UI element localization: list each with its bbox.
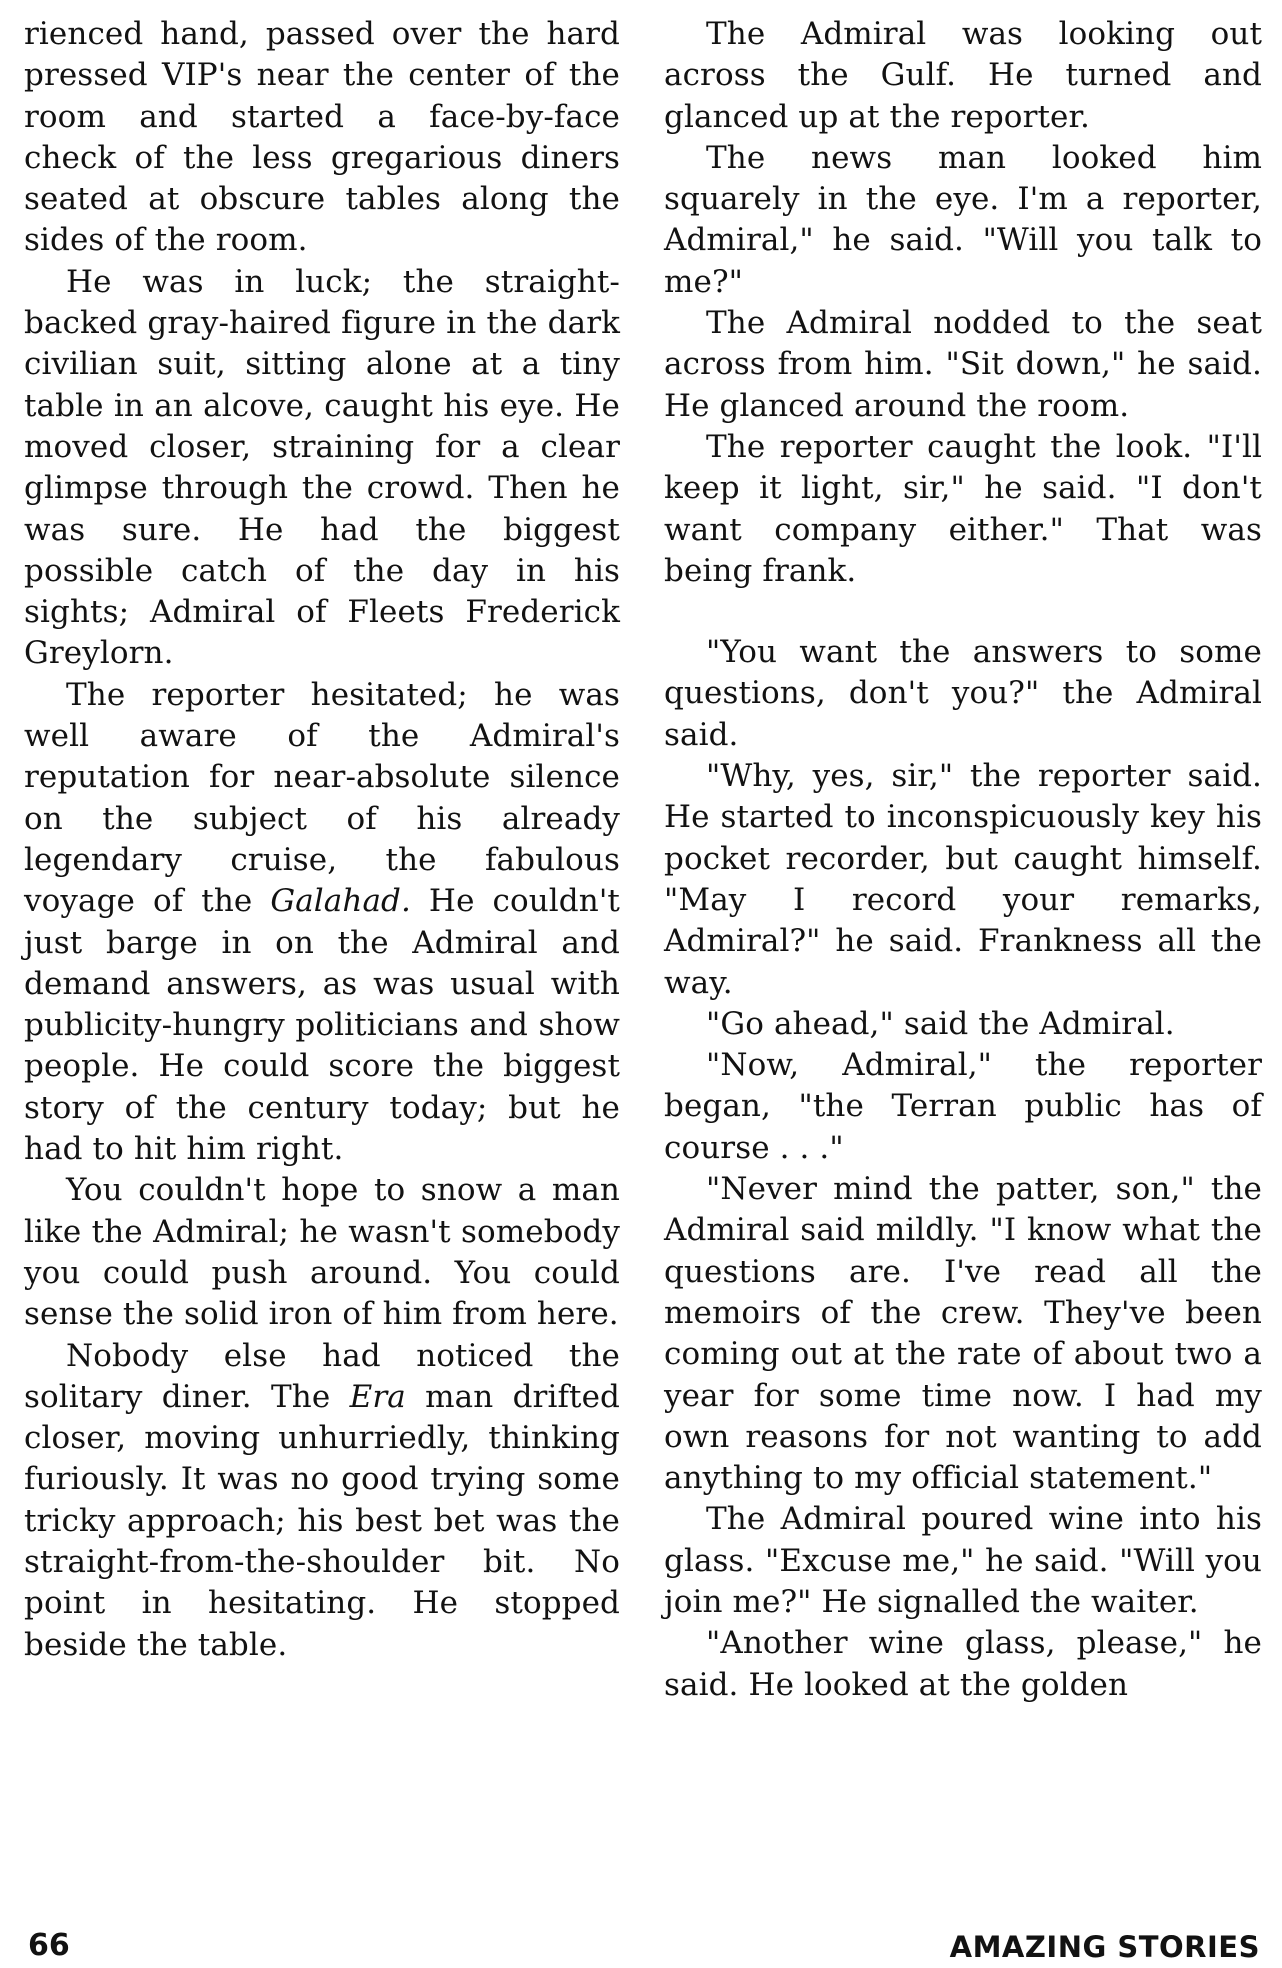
right-paragraph-7: "Go ahead," said the Admiral. bbox=[706, 1005, 1175, 1042]
right-paragraph-11: "Another wine glass, please," he said. He looked at the golden bbox=[664, 1625, 1262, 1703]
right-paragraph-5: "You want the answers to some questions, don't you?" the Admiral said. bbox=[664, 634, 1262, 753]
left-paragraph-4: You couldn't hope to snow a man like the Admiral; he wasn't somebody you could push around. You could sense the solid iron of him from here. bbox=[24, 1172, 620, 1333]
ship-name: Galahad. bbox=[270, 883, 411, 920]
left-paragraph-5-text-b: man drifted closer, moving unhurriedly, thinking furiously. It was no good trying some tricky approach; his best bet was the straight-from-the-shoulder bit. No point in hesitating. He stopped beside the table. bbox=[24, 1378, 620, 1663]
left-paragraph-1: rienced hand, passed over the hard pressed VIP's near the center of the room and started a face-by-face check of the less gregarious diners seated at obscure tables along the sides of the room. bbox=[24, 16, 620, 259]
publication-name: Era bbox=[349, 1378, 406, 1415]
left-paragraph-3 bbox=[24, 675, 620, 1171]
right-paragraph-8: "Now, Admiral," the reporter began, "the Terran public has of course . . ." bbox=[664, 1047, 1262, 1166]
left-paragraph-5-text-a: Nobody else had noticed the solitary diner. The bbox=[24, 1337, 620, 1415]
right-paragraph-1: The Admiral was looking out across the Gulf. He turned and glanced up at the reporter. bbox=[664, 16, 1262, 135]
page-footer bbox=[28, 1928, 1260, 1962]
right-paragraph-3: The Admiral nodded to the seat across from him. "Sit down," he said. He glanced around the room. bbox=[664, 305, 1262, 424]
right-paragraph-2: The news man looked him squarely in the eye. I'm a reporter, Admiral," he said. "Will you talk to me?" bbox=[664, 139, 1262, 300]
right-paragraph-10: The Admiral poured wine into his glass. "Excuse me," he said. "Will you join me?" He signalled the waiter. bbox=[664, 1501, 1262, 1620]
right-paragraph-4: The reporter caught the look. "I'll keep it light, sir," he said. "I don't want company either." That was being frank. bbox=[664, 428, 1262, 589]
left-paragraph-3-text-a: The reporter hesitated; he was well aware of the Admiral's reputation for near-absolute silence on the subject of his already legendary cruise, the fabulous voyage of the bbox=[24, 676, 620, 920]
right-paragraph-6: "Why, yes, sir," the reporter said. He started to inconspicuously key his pocket recorder, but caught himself. "May I record your remarks, Admiral?" he said. Frankness all the way. bbox=[664, 758, 1262, 1001]
left-paragraph-5 bbox=[24, 1336, 620, 1666]
left-paragraph-2: He was in luck; the straight-backed gray-haired figure in the dark civilian suit, sitting alone at a tiny table in an alcove, caught his eye. He moved closer, straining for a clear glimpse through the crowd. Then he was sure. He had the biggest possible catch of the day in his sights; Admiral of Fleets Frederick Greylorn. bbox=[24, 263, 620, 672]
magazine-title: AMAZING STORIES bbox=[949, 1930, 1260, 1964]
left-paragraph-3-text-b: He couldn't just barge in on the Admiral and demand answers, as was usual with publicity-hungry politicians and show people. He could score the biggest story of the century today; but he had to hit him right. bbox=[24, 883, 620, 1168]
right-column bbox=[664, 14, 1262, 1706]
left-column bbox=[24, 14, 620, 1666]
right-paragraph-9: "Never mind the patter, son," the Admiral said mildly. "I know what the questions are. I've read all the memoirs of the crew. They've been coming out at the rate of about two a year for some time now. I had my own reasons for not wanting to add anything to my official statement." bbox=[664, 1171, 1262, 1497]
page-number: 66 bbox=[28, 1928, 70, 1963]
